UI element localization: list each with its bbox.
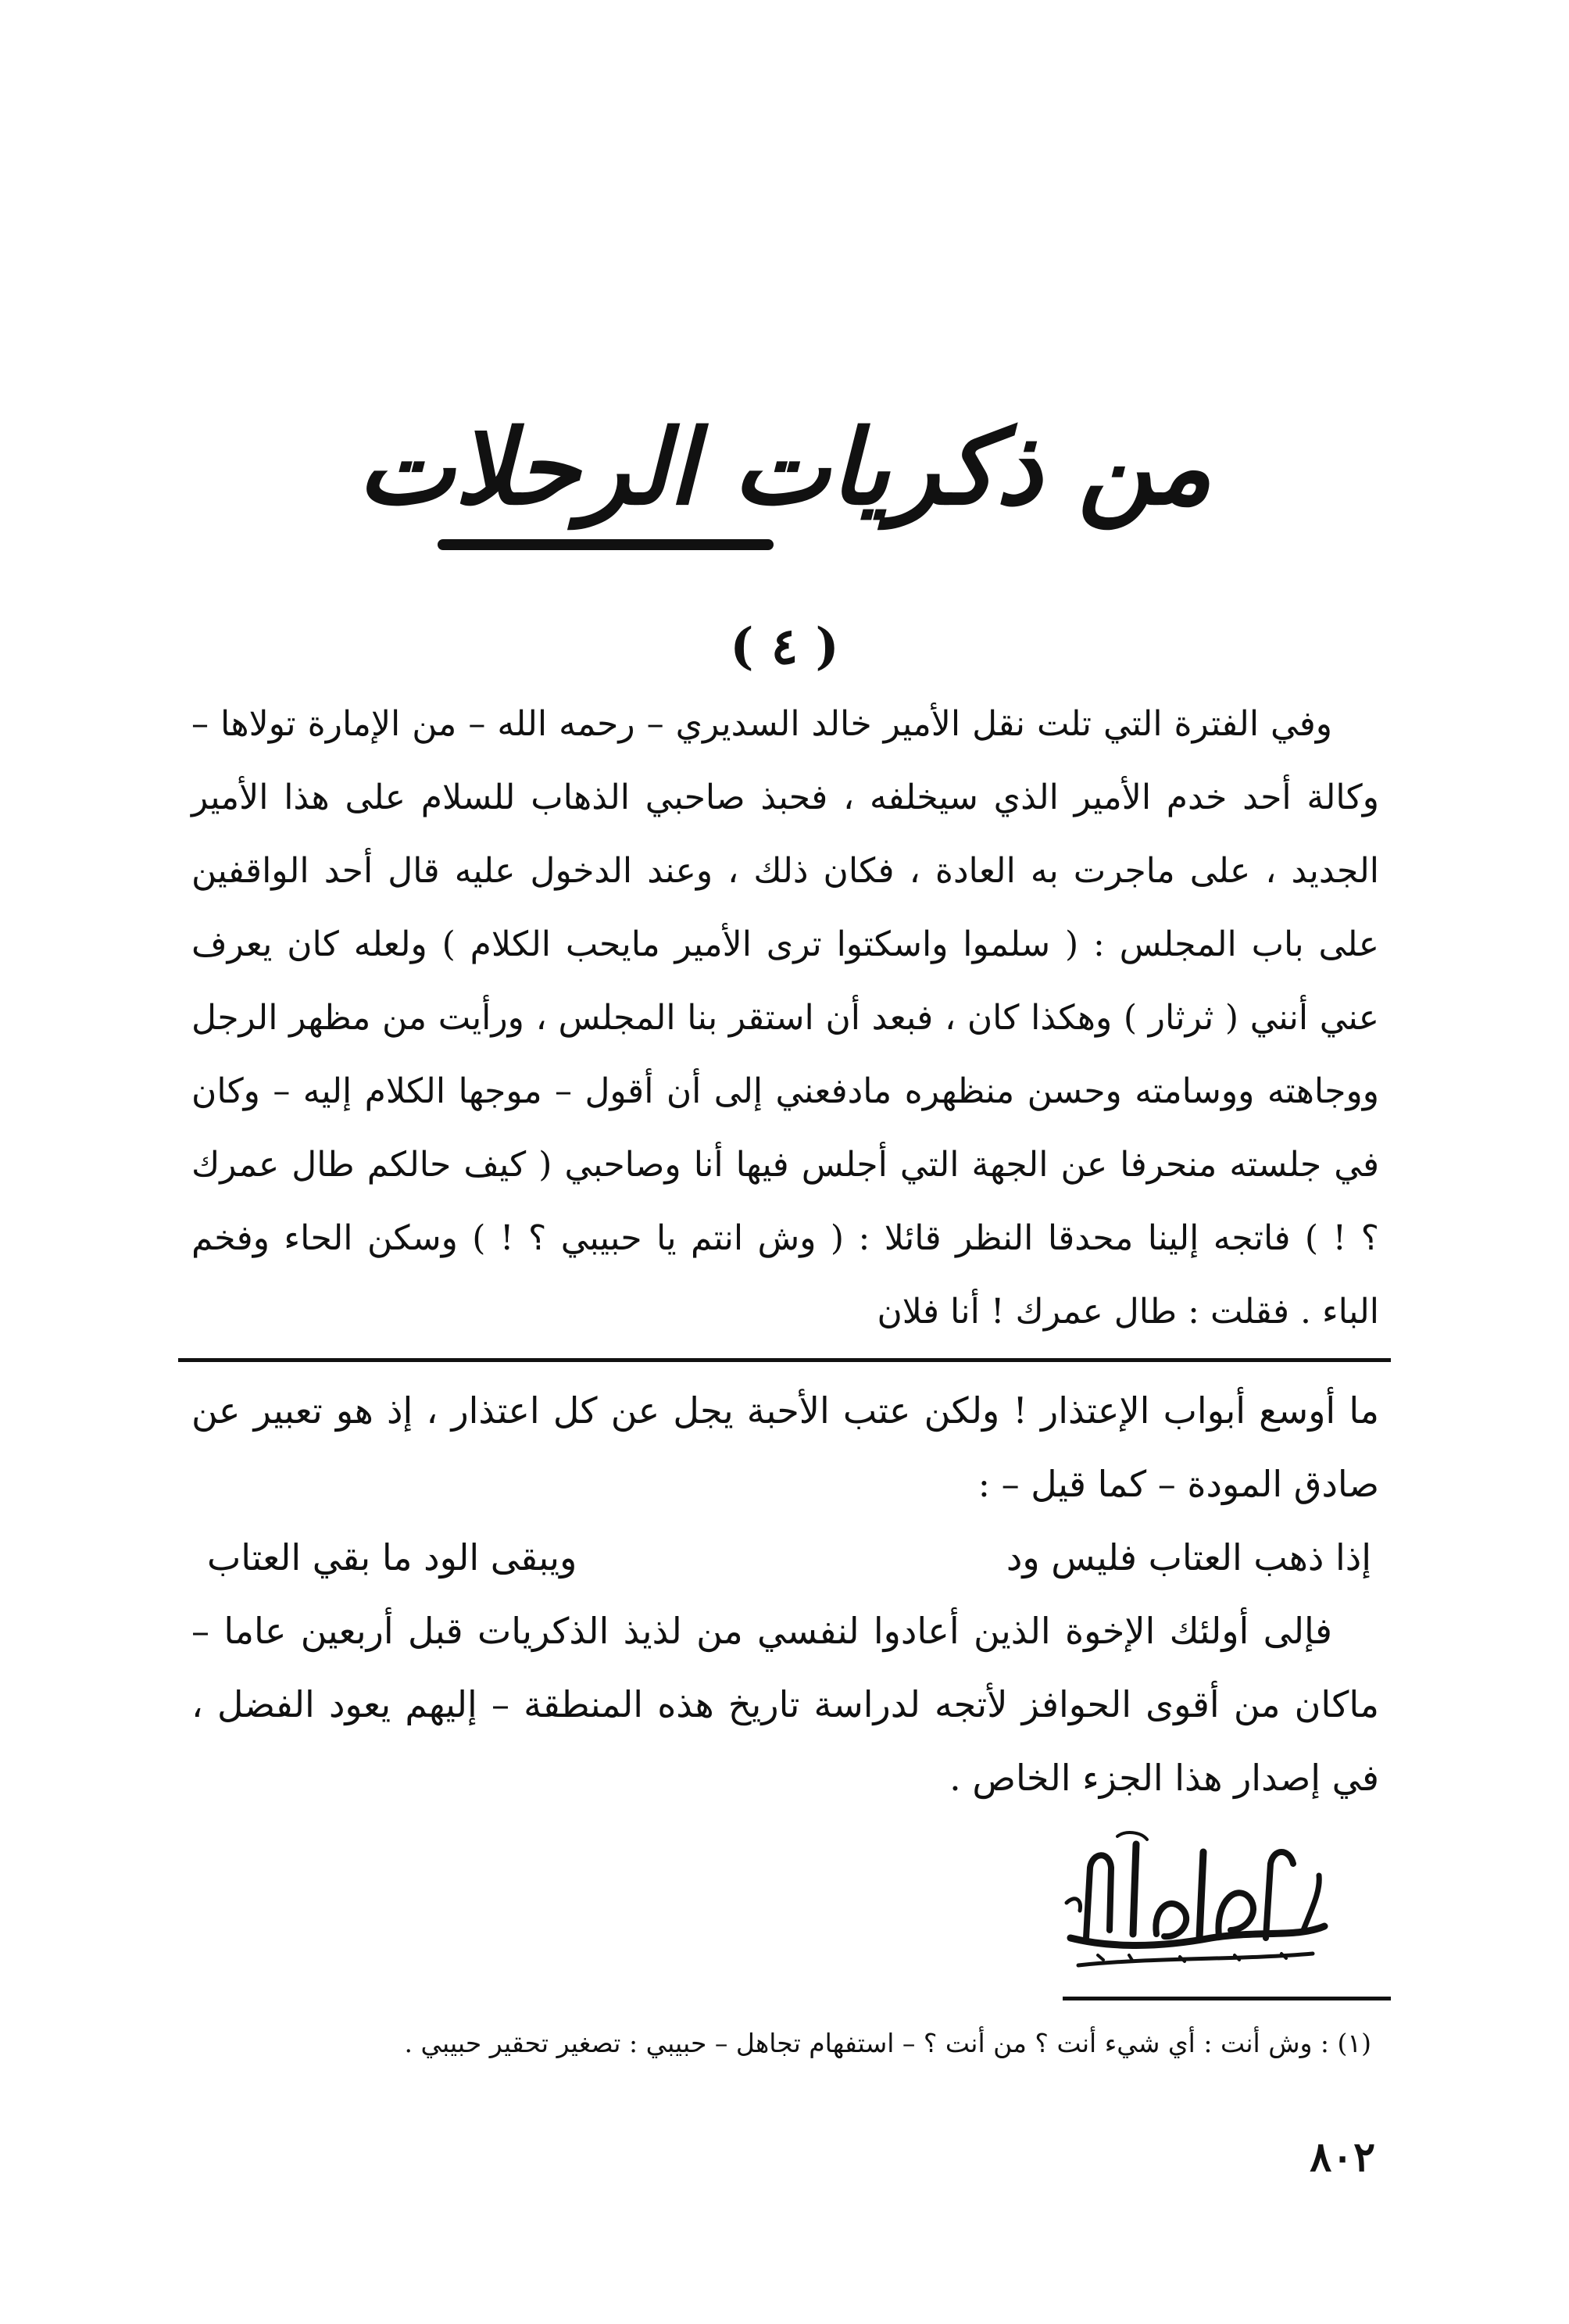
section-divider — [178, 1358, 1391, 1362]
footnote-rule — [1063, 1997, 1391, 2000]
title-underline-stroke — [438, 539, 774, 550]
part-number: ( ٤ ) — [730, 617, 839, 676]
main-paragraph: وفي الفترة التي تلت نقل الأمير خالد السديري – رحمه الله – من الإمارة تولاها – وكالة أحد خدم الأمير الذي سيخلفه ، فحبذ صاحبي الذهاب للسلام على هذا الأمير الجديد ، على ماجرت به العادة ، فكان ذلك ، وعند الدخول عليه قال أحد الواقفين على باب المجلس : ( سلموا واسكتوا ترى الأمير مايحب الكلام ) ولعله كان يعرف عني أنني ( ثرثار ) وهكذا كان ، فبعد أن استقر بنا المجلس ، ورأيت من مظهر الرجل ووجاهته ووسامته وحسن منظهره مادفعني إلى أن أقول – موجها الكلام إليه – وكان في جلسته منحرفا عن الجهة التي أجلس فيها أنا وصاحبي ( كيف حالكم طال عمرك ؟ ! ) فاتجه إلينا محدقا النظر قائلا : ( وش انتم يا حبيبي ؟ ! ) وسكن الحاء وفخم الباء . فقلت : طال عمرك ! أنا فلان — [191, 704, 1379, 1332]
dedication-paragraph: فإلى أولئك الإخوة الذين أعادوا لنفسي من لذيذ الذكريات قبل أربعين عاما – ماكان من أقوى الحوافز لأتجه لدراسة تاريخ هذه المنطقة – إليهم يعود الفضل ، في إصدار هذا الجزء الخاص . — [191, 1610, 1379, 1799]
page-number: ٨٠٢ — [1310, 2133, 1375, 2181]
verse-second-hemistich: ويبقى الود ما بقي العتاب — [207, 1536, 577, 1579]
closing-text-block — [191, 1374, 1379, 1815]
apology-paragraph: ما أوسع أبواب الإعتذار ! ولكن عتب الأحبة يجل عن كل اعتذار ، إذ هو تعبير عن صادق المودة – كما قيل – : — [191, 1389, 1379, 1505]
poetry-verse — [191, 1521, 1379, 1594]
page-title: من ذكريات الرحلات — [357, 408, 1212, 528]
verse-first-hemistich: إذا ذهب العتاب فليس ود — [1006, 1536, 1371, 1579]
author-signature-calligraphy — [1055, 1821, 1336, 1977]
main-text-block — [191, 688, 1379, 1349]
footnote: (١) : وش أنت : أي شيء أنت ؟ من أنت ؟ – استفهام تجاهل – حبيبي : تصغير تحقير حبيبي . — [404, 2028, 1371, 2058]
